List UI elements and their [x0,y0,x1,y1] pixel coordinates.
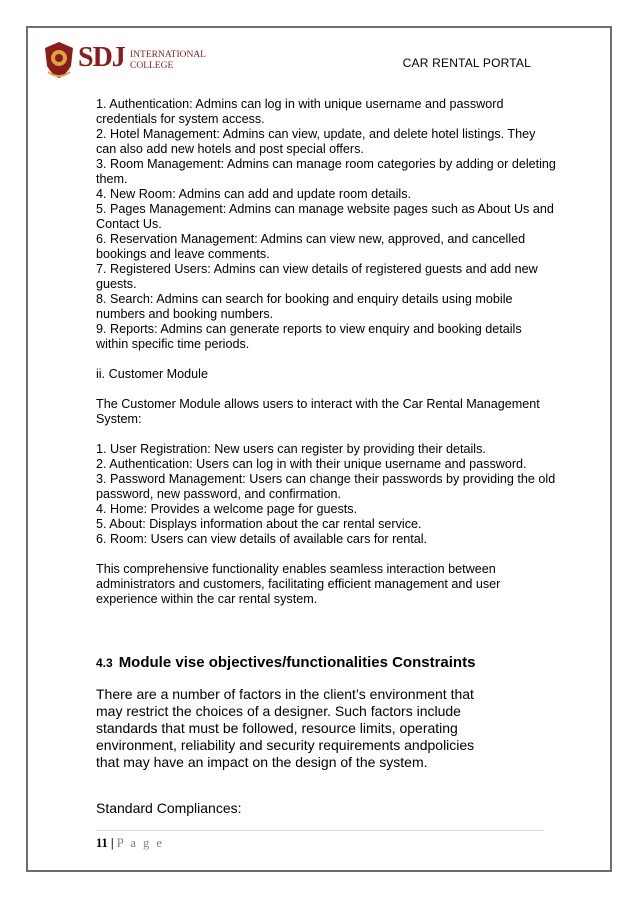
logo-line-2: COLLEGE [130,61,174,71]
logo-line-1: INTERNATIONAL [130,50,206,60]
list-item: 6. Room: Users can view details of available cars for rental. [96,532,428,546]
page-footer [96,836,164,851]
header-title: CAR RENTAL PORTAL [402,56,531,70]
list-item: 5. Pages Management: Admins can manage website pages such as About Us and Contact Us. [96,202,554,231]
main-content [96,97,556,607]
summary-paragraph: This comprehensive functionality enables seamless interaction between administrators and customers, facilitating efficient management and user experience within the car rental system. [96,562,501,606]
college-logo [42,40,206,80]
customer-list [96,442,556,547]
list-item: 2. Hotel Management: Admins can view, update, and delete hotel listings. They can also add new hotels and post special offers. [96,127,536,156]
list-item: 8. Search: Admins can search for booking and enquiry details using mobile numbers and booking numbers. [96,292,513,321]
list-item: 6. Reservation Management: Admins can view new, approved, and cancelled bookings and leave comments. [96,232,526,261]
page-label: P a g e [116,836,164,850]
list-item: 3. Room Management: Admins can manage room categories by adding or deleting them. [96,157,556,186]
admin-list [96,97,556,352]
list-item: 4. Home: Provides a welcome page for guests. [96,502,358,516]
list-item: 1. Authentication: Admins can log in with unique username and password credentials for system access. [96,97,504,126]
customer-module-heading: ii. Customer Module [96,367,208,381]
list-item: 4. New Room: Admins can add and update room details. [96,187,412,201]
constraints-paragraph: There are a number of factors in the client’s environment that may restrict the choices of a designer. Such factors include standards that must be followed, resource limits, operating environment, reliability and security requirements andpolicies that may have an impact on the design of the system. [96,686,475,770]
list-item: 3. Password Management: Users can change their passwords by providing the old password, new password, and confirmation. [96,472,556,501]
section-title: Module vise objectives/functionalities Constraints [118,654,476,671]
list-item: 5. About: Displays information about the car rental service. [96,517,422,531]
list-item: 7. Registered Users: Admins can view details of registered guests and add new guests. [96,262,538,291]
customer-intro: The Customer Module allows users to interact with the Car Rental Management System: [96,397,540,426]
page-number: 11 | [96,836,114,850]
logo-wordmark: SDJ [78,42,125,73]
section-heading [96,654,475,671]
footer-divider [96,830,544,831]
standard-compliances-label: Standard Compliances: [96,800,242,816]
list-item: 2. Authentication: Users can log in with their unique username and password. [96,457,527,471]
section-number: 4.3 [96,656,113,670]
list-item: 1. User Registration: New users can register by providing their details. [96,442,486,456]
list-item: 9. Reports: Admins can generate reports to view enquiry and booking details within specific time periods. [96,322,522,351]
crest-icon [42,40,76,80]
